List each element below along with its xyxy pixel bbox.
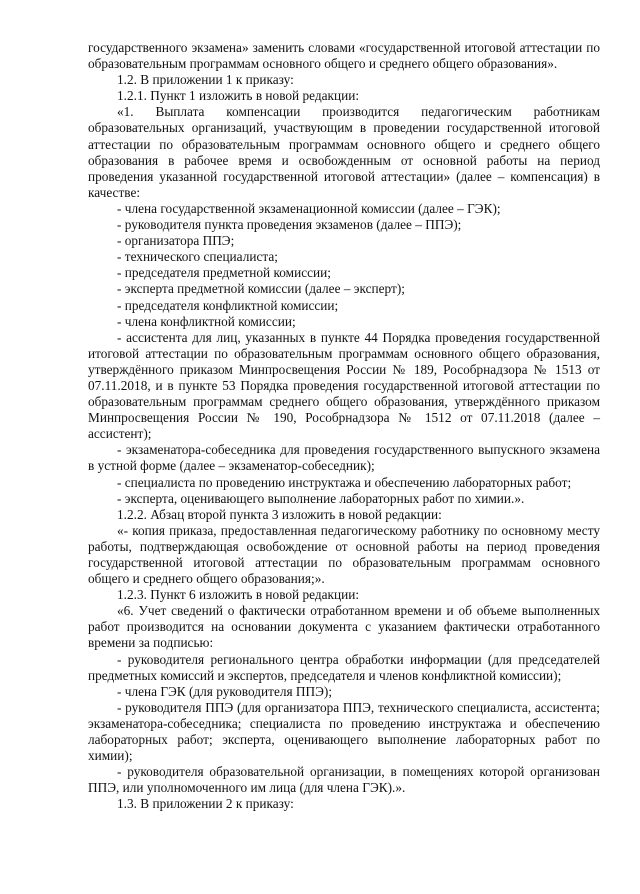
list-item: - руководителя образовательной организации, в помещениях которой организован ППЭ, или уполномоченного им лица (для члена ГЭК).».	[88, 764, 600, 796]
list-item: - руководителя пункта проведения экзаменов (далее – ППЭ);	[117, 217, 462, 233]
list-item: - организатора ППЭ;	[117, 233, 235, 249]
list-item: - эксперта предметной комиссии (далее – эксперт);	[117, 281, 405, 297]
paragraph: 1.2.3. Пункт 6 изложить в новой редакции:	[117, 587, 360, 603]
list-item: - ассистента для лиц, указанных в пункте 44 Порядка проведения государственной итоговой аттестации по образовательным программам основного общего образования, утверждённого приказом Минпросвещения России № 189, Рособрнадзора № 1513 от 07.11.2018, и в пункте 53 Порядка проведения государственной итоговой аттестации по образовательным программам среднего общего образования, утверждённого приказом Минпросвещения России № 190, Рособрнадзора № 1512 от 07.11.2018 (далее – ассистент);	[88, 329, 600, 442]
list-item: - экзаменатора-собеседника для проведения государственного выпускного экзамена в устной форме (далее – экзаменатор-собеседник);	[88, 442, 600, 474]
paragraph: 1.2. В приложении 1 к приказу:	[117, 72, 294, 88]
document-body	[88, 40, 600, 813]
list-item: - эксперта, оценивающего выполнение лабораторных работ по химии.».	[117, 490, 525, 506]
list-item: - руководителя регионального центра обработки информации (для председателей предметных комиссий и экспертов, председателя и членов конфликтной комиссии);	[88, 651, 600, 683]
paragraph: «6. Учет сведений о фактически отработанном времени и об объеме выполненных работ производится на основании документа с указанием фактически отработанного времени за подписью:	[88, 603, 600, 651]
list-item: - председателя конфликтной комиссии;	[117, 297, 339, 313]
list-item: - руководителя ППЭ (для организатора ППЭ, технического специалиста, ассистента; экзаменатора-собеседника; специалиста по проведению инструктажа и обеспечению лабораторных работ; эксперта, оценивающего выполнение лабораторных работ по химии);	[88, 699, 600, 764]
paragraph: 1.3. В приложении 2 к приказу:	[117, 796, 294, 812]
paragraph: 1.2.2. Абзац второй пункта 3 изложить в новой редакции:	[117, 506, 442, 522]
list-item: - члена конфликтной комиссии;	[117, 313, 296, 329]
paragraph: 1.2.1. Пункт 1 изложить в новой редакции:	[117, 88, 360, 104]
list-item: - председателя предметной комиссии;	[117, 265, 331, 281]
list-item: - члена государственной экзаменационной комиссии (далее – ГЭК);	[117, 200, 501, 216]
list-item: - технического специалиста;	[117, 249, 278, 265]
list-item: - члена ГЭК (для руководителя ППЭ);	[117, 683, 333, 699]
paragraph: государственного экзамена» заменить словами «государственной итоговой аттестации по образовательным программам основного общего и среднего общего образования».	[88, 40, 600, 72]
paragraph: «- копия приказа, предоставленная педагогическому работнику по основному месту работы, подтверждающая освобождение от основной работы на период проведения государственной итоговой аттестации по образовательным программам основного общего и среднего общего образования;».	[88, 522, 600, 587]
paragraph: «1. Выплата компенсации производится педагогическим работникам образовательных организаций, участвующим в проведении государственной итоговой аттестации по образовательным программам основного общего и среднего общего образования в рабочее время и освобожденным от основной работы на период проведения указанной государственной итоговой аттестации» (далее – компенсация) в качестве:	[88, 104, 600, 200]
list-item: - специалиста по проведению инструктажа и обеспечению лабораторных работ;	[117, 474, 572, 490]
